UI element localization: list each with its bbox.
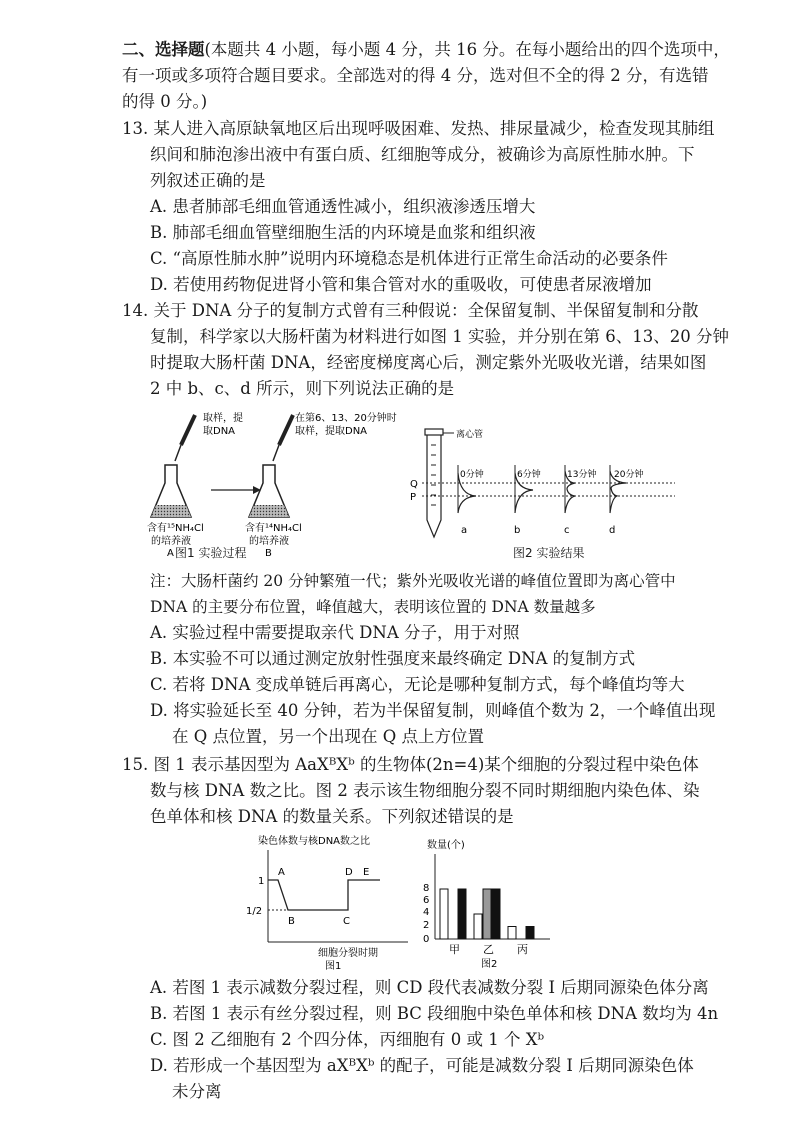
- q14-option-c: C. 若将 DNA 变成单链后再离心，无论是哪种复制方式，每个峰值均等大: [150, 675, 685, 694]
- q14-stem-line4: 2 中 b、c、d 所示，则下列说法正确的是: [150, 379, 455, 398]
- ytick-8: 8: [423, 883, 430, 894]
- category-yi: 乙: [483, 943, 494, 956]
- bar-乙-1: [483, 889, 491, 939]
- letter-b: b: [514, 525, 521, 536]
- q14-option-b: B. 本实验不可以通过测定放射性强度来最终确定 DNA 的复制方式: [150, 649, 636, 668]
- ratio-line: [268, 880, 380, 910]
- flask-b-label: 含有¹⁴NH₄Cl: [245, 523, 302, 534]
- bar-丙-0: [508, 927, 516, 940]
- point-a: A: [278, 867, 285, 878]
- dropper-icon: [273, 415, 293, 461]
- bar-丙-2: [526, 927, 534, 940]
- q15-fig1-y1: 1: [258, 876, 265, 887]
- flask-a-label: 含有¹⁵NH₄Cl: [147, 523, 204, 534]
- flask-a-letter: A: [167, 548, 174, 559]
- time-label-13: 13分钟: [567, 470, 597, 480]
- q15-option-a: A. 若图 1 表示减数分裂过程，则 CD 段代表减数分裂 Ⅰ 后期同源染色体分离: [150, 978, 709, 997]
- section-heading: 二、选择题: [122, 40, 205, 59]
- q15-fig1-caption: 图1: [325, 961, 342, 972]
- time-label-6: 6分钟: [517, 470, 541, 480]
- sample-label-b2: 取样，提取DNA: [295, 426, 368, 437]
- q14-note-line1: 注：大肠杆菌约 20 分钟繁殖一代；紫外光吸收光谱的峰值位置即为离心管中: [150, 572, 676, 590]
- bar-乙-0: [474, 914, 482, 939]
- ytick-6: 6: [423, 895, 430, 906]
- ytick-4: 4: [423, 907, 430, 918]
- q-label: Q: [410, 479, 418, 490]
- section-instructions-line3: 的得 0 分。): [122, 92, 208, 111]
- q14-fig2-caption: 图2 实验结果: [513, 546, 585, 560]
- q13-stem-line2: 织间和肺泡渗出液中有蛋白质、红细胞等成分，被确诊为高原性肺水肿。下: [150, 145, 695, 164]
- q15-fig1-xlabel: 细胞分裂时期: [318, 948, 378, 959]
- bar-乙-2: [492, 889, 500, 939]
- q14-fig1-caption: 图1 实验过程: [175, 546, 247, 560]
- q15-option-b: B. 若图 1 表示有丝分裂过程，则 BC 段细胞中染色单体和核 DNA 数均为 4n: [150, 1004, 719, 1023]
- section-instructions-line1: [122, 37, 730, 63]
- q14-figure2: [410, 425, 680, 545]
- time-label-0: 0分钟: [460, 470, 484, 480]
- q14-option-d-line2: 在 Q 点位置，另一个出现在 Q 点上方位置: [172, 727, 485, 746]
- bar-甲-2: [458, 889, 466, 939]
- flask-a-icon: [151, 465, 191, 517]
- flask-a-label2: 的培养液: [151, 536, 191, 547]
- q15-option-d-line2: 未分离: [172, 1082, 222, 1101]
- q14-option-a: A. 实验过程中需要提取亲代 DNA 分子，用于对照: [150, 623, 520, 642]
- q14-option-d-line1: D. 将实验延长至 40 分钟，若为半保留复制，则峰值个数为 2，一个峰值出现: [150, 701, 716, 720]
- letter-c: c: [564, 525, 570, 536]
- q15-fig1-yhalf: 1/2: [246, 906, 263, 917]
- arrow-right-icon: [211, 486, 261, 494]
- q14-stem-line2: 复制，科学家以大肠杆菌为材料进行如图 1 实验，并分别在第 6、13、20 分钟: [150, 327, 729, 346]
- category-jia: 甲: [449, 943, 460, 956]
- letter-d: d: [609, 525, 616, 536]
- q13-stem-line1: 13. 某人进入高原缺氧地区后出现呼吸困难、发热、排尿量减少，检查发现其肺组: [122, 119, 715, 138]
- q15-option-c: C. 图 2 乙细胞有 2 个四分体，丙细胞有 0 或 1 个 Xᵇ: [150, 1030, 545, 1049]
- category-bing: 丙: [517, 943, 528, 956]
- q15-figure1: [240, 832, 420, 972]
- dropper-icon: [175, 415, 195, 461]
- point-c: C: [343, 916, 350, 927]
- section-instructions-line2: 有一项或多项符合题目要求。全部选对的得 4 分，选对但不全的得 2 分，有选错: [122, 66, 709, 85]
- q15-stem-line2: 数与核 DNA 数之比。图 2 表示该生物细胞分裂不同时期细胞内染色体、染: [150, 781, 700, 800]
- flask-b-letter: B: [265, 548, 272, 559]
- point-e: E: [363, 867, 370, 878]
- bar-甲-0: [440, 889, 448, 939]
- q15-figure2-bar-chart: [415, 836, 565, 972]
- q13-option-c: C. “高原性肺水肿”说明内环境稳态是机体进行正常生命活动的必要条件: [150, 249, 668, 268]
- point-b: B: [288, 916, 295, 927]
- ytick-0: 0: [423, 934, 430, 945]
- q15-fig2-caption: 图2: [481, 959, 498, 970]
- section-instructions-text: (本题共 4 小题，每小题 4 分，共 16 分。在每小题给出的四个选项中，: [204, 40, 730, 59]
- ytick-2: 2: [423, 920, 430, 931]
- bar-group: [440, 889, 534, 939]
- q13-option-d: D. 若使用药物促进肾小管和集合管对水的重吸收，可使患者尿液增加: [150, 275, 652, 294]
- q14-note-line2: DNA 的主要分布位置，峰值越大，表明该位置的 DNA 数量越多: [150, 598, 596, 616]
- q14-stem-line1: 14. 关于 DNA 分子的复制方式曾有三种假说：全保留复制、半保留复制和分散: [122, 301, 699, 320]
- q15-fig2-ylabel: 数量(个): [427, 840, 465, 851]
- q15-stem-line1: 15. 图 1 表示基因型为 AaXᴮXᵇ 的生物体(2n=4)某个细胞的分裂过程中染色体: [122, 755, 699, 774]
- p-label: P: [410, 492, 417, 503]
- flask-b-label2: 的培养液: [249, 536, 289, 547]
- sample-label-a2: 取DNA: [203, 426, 236, 437]
- point-d: D: [345, 867, 353, 878]
- q15-stem-line3: 色单体和核 DNA 的数量关系。下列叙述错误的是: [150, 807, 514, 826]
- tube-label: 离心管: [456, 430, 484, 440]
- sample-label-a: 取样，提: [203, 413, 243, 424]
- q13-stem-line3: 列叙述正确的是: [150, 171, 266, 190]
- q14-stem-line3: 时提取大肠杆菌 DNA，经密度梯度离心后，测定紫外光吸收光谱，结果如图: [150, 353, 707, 372]
- q13-option-a: A. 患者肺部毛细血管通透性减小，组织液渗透压增大: [150, 197, 536, 216]
- time-label-20: 20分钟: [614, 470, 644, 480]
- sample-label-b: 在第6、13、20分钟时: [295, 413, 397, 424]
- q13-option-b: B. 肺部毛细血管壁细胞生活的内环境是血浆和组织液: [150, 223, 536, 242]
- q15-fig1-ylabel: 染色体数与核DNA数之比: [258, 836, 371, 847]
- letter-a: a: [461, 525, 468, 536]
- q15-option-d-line1: D. 若形成一个基因型为 aXᴮXᵇ 的配子，可能是减数分裂 Ⅰ 后期同源染色体: [150, 1056, 694, 1075]
